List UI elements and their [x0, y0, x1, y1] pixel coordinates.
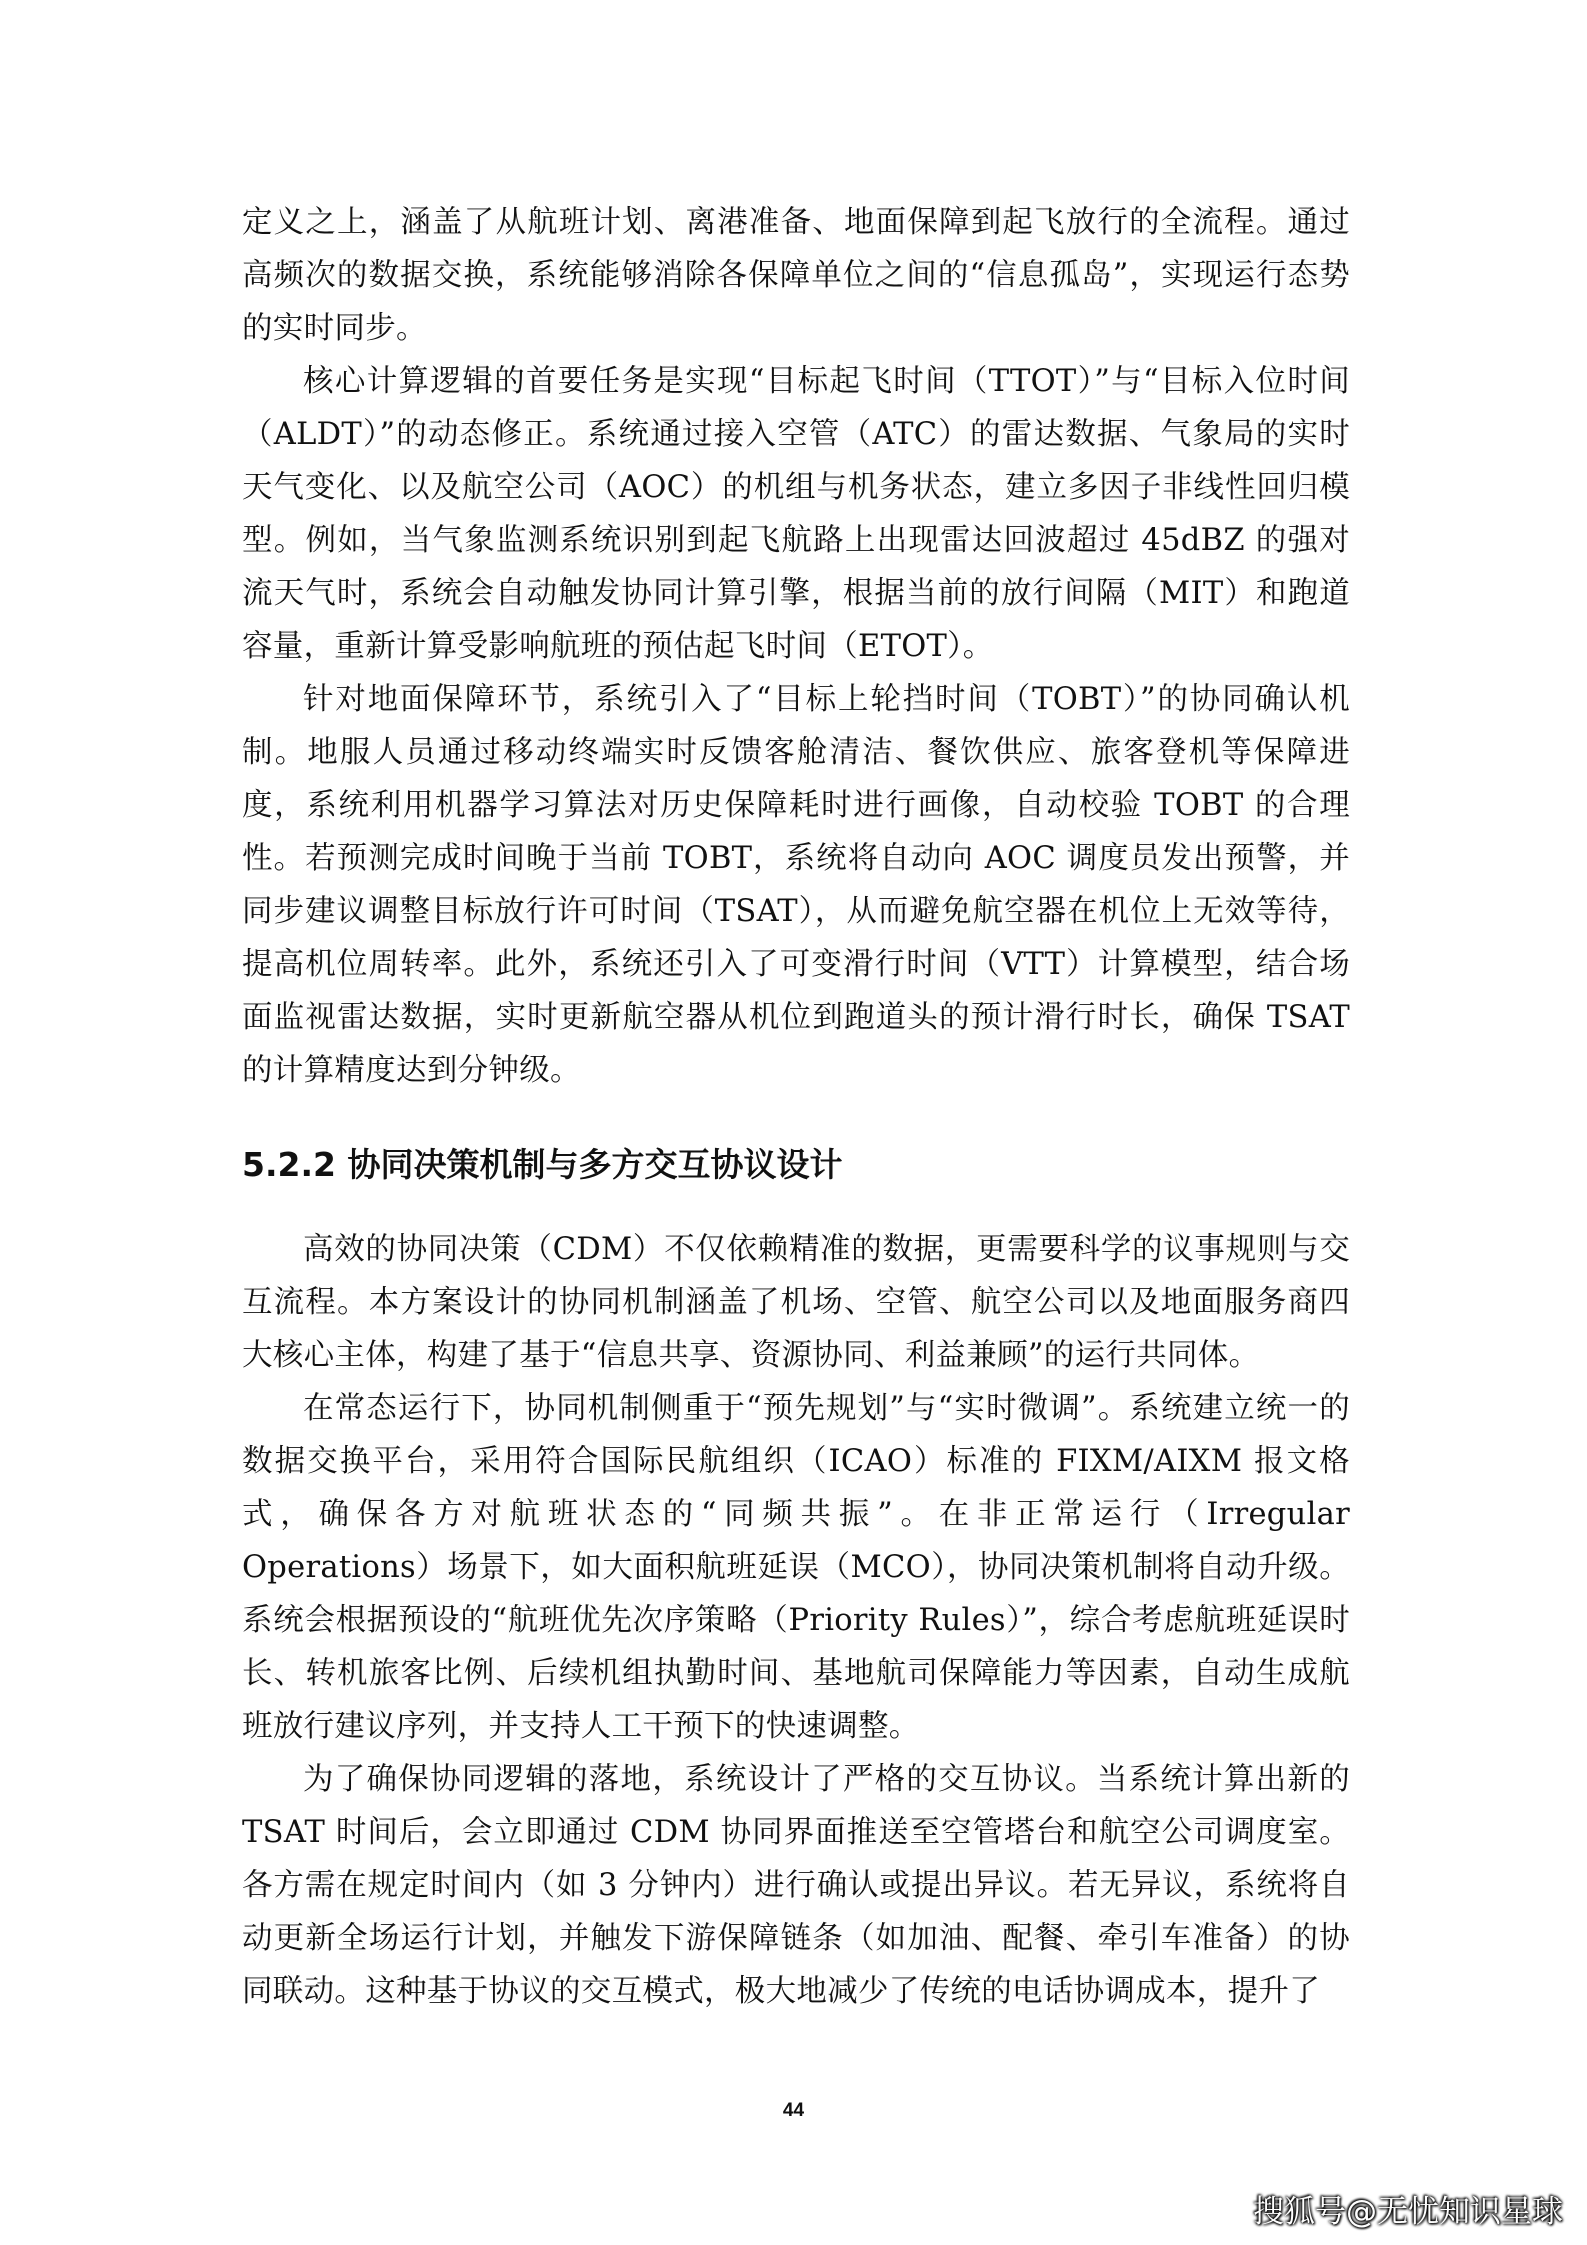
- paragraph: 高效的协同决策（CDM）不仅依赖精准的数据，更需要科学的议事规则与交互流程。本方案设计的协同机制涵盖了机场、空管、航空公司以及地面服务商四大核心主体，构建了基于“信息共享、资源协同、利益兼顾”的运行共同体。: [242, 1232, 1350, 1373]
- paragraph: 在常态运行下，协同机制侧重于“预先规划”与“实时微调”。系统建立统一的数据交换平台，采用符合国际民航组织（ICAO）标准的 FIXM/AIXM 报文格式，确保各方对航班状态的“同频共振”。在非正常运行（Irregular Operations）场景下，如大面积航班延误（MCO），协同决策机制将自动升级。系统会根据预设的“航班优先次序策略（Priority Rules）”，综合考虑航班延误时长、转机旅客比例、后续机组执勤时间、基地航司保障能力等因素，自动生成航班放行建议序列，并支持人工干预下的快速调整。: [242, 1391, 1350, 1744]
- paragraph: 针对地面保障环节，系统引入了“目标上轮挡时间（TOBT）”的协同确认机制。地服人员通过移动终端实时反馈客舱清洁、餐饮供应、旅客登机等保障进度，系统利用机器学习算法对历史保障耗时进行画像，自动校验 TOBT 的合理性。若预测完成时间晚于当前 TOBT，系统将自动向 AOC 调度员发出预警，并同步建议调整目标放行许可时间（TSAT），从而避免航空器在机位上无效等待，提高机位周转率。此外，系统还引入了可变滑行时间（VTT）计算模型，结合场面监视雷达数据，实时更新航空器从机位到跑道头的预计滑行时长，确保 TSAT 的计算精度达到分钟级。: [242, 682, 1350, 1088]
- paragraph: 定义之上，涵盖了从航班计划、离港准备、地面保障到起飞放行的全流程。通过高频次的数据交换，系统能够消除各保障单位之间的“信息孤岛”，实现运行态势的实时同步。: [242, 205, 1350, 346]
- page-content: [242, 196, 1350, 2018]
- section-heading: 5.2.2 协同决策机制与多方交互协议设计: [242, 1145, 843, 1184]
- paragraph: 核心计算逻辑的首要任务是实现“目标起飞时间（TTOT）”与“目标入位时间（ALDT）”的动态修正。系统通过接入空管（ATC）的雷达数据、气象局的实时天气变化、以及航空公司（AOC）的机组与机务状态，建立多因子非线性回归模型。例如，当气象监测系统识别到起飞航路上出现雷达回波超过 45dBZ 的强对流天气时，系统会自动触发协同计算引擎，根据当前的放行间隔（MIT）和跑道容量，重新计算受影响航班的预估起飞时间（ETOT）。: [242, 364, 1350, 664]
- paragraph: 为了确保协同逻辑的落地，系统设计了严格的交互协议。当系统计算出新的 TSAT 时间后，会立即通过 CDM 协同界面推送至空管塔台和航空公司调度室。各方需在规定时间内（如 3 分钟内）进行确认或提出异议。若无异议，系统将自动更新全场运行计划，并触发下游保障链条（如加油、配餐、牵引车准备）的协同联动。这种基于协议的交互模式，极大地减少了传统的电话协调成本，提升了: [242, 1762, 1350, 2009]
- page-number: 44: [782, 2100, 805, 2121]
- watermark: 搜狐号@无忧知识星球: [1253, 2194, 1563, 2230]
